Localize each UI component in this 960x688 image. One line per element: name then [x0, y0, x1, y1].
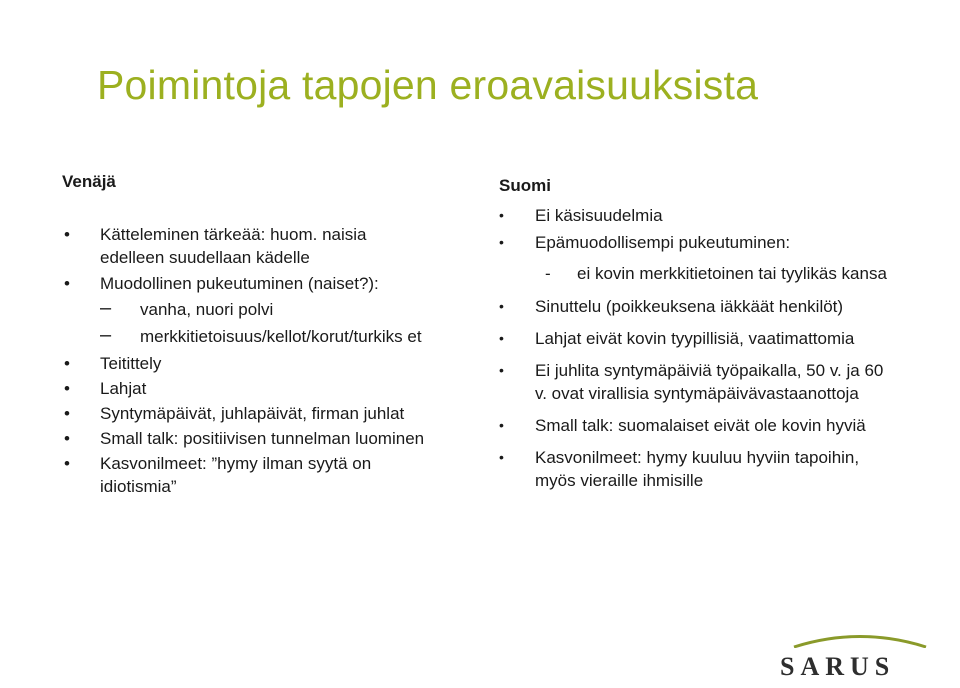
list-item: • Lahjat — [64, 379, 147, 398]
list-item: • Ei käsisuudelmia — [499, 206, 663, 225]
hyphen-icon: - — [545, 264, 551, 283]
list-item: • Lahjat eivät kovin tyypillisiä, vaatimattomia — [499, 329, 855, 348]
list-subitem: – merkkitietoisuus/kellot/korut/turkiks et — [100, 324, 422, 346]
bullet-icon: • — [64, 225, 70, 244]
bullet-icon: • — [64, 274, 70, 293]
list-item: • Kätteleminen tärkeää: huom. naisia edelleen suudellaan kädelle — [64, 225, 367, 267]
bullet-icon: • — [64, 429, 70, 448]
list-item: • Epämuodollisempi pukeutuminen: — [499, 233, 791, 252]
list-item: • Small talk: suomalaiset eivät ole kovin hyviä — [499, 416, 866, 435]
bullet-icon: • — [64, 379, 70, 398]
bullet-icon: • — [499, 362, 504, 378]
column-russia — [62, 172, 434, 498]
bullet-icon: • — [499, 298, 504, 314]
list-item: • Muodollinen pukeutuminen (naiset?): — [64, 274, 379, 293]
bullet-icon: • — [64, 404, 70, 423]
bullet-icon: • — [499, 330, 504, 346]
list-item: • Sinuttelu (poikkeuksena iäkkäät henkilöt) — [499, 297, 844, 316]
column-heading-russia: Venäjä — [62, 172, 116, 191]
logo-text: SARUS — [780, 652, 896, 681]
page-title: Poimintoja tapojen eroavaisuuksista — [97, 62, 759, 108]
dash-icon: – — [100, 324, 112, 346]
list-item: • Syntymäpäivät, juhlapäivät, firman juhlat — [64, 404, 405, 423]
russia-list — [62, 223, 434, 498]
logo-arc-icon — [790, 632, 930, 648]
column-heading-finland: Suomi — [499, 176, 551, 195]
bullet-icon: • — [64, 354, 70, 373]
list-item: • Kasvonilmeet: ”hymy ilman syytä on idiotismia” — [64, 454, 372, 496]
list-subitem: - ei kovin merkkitietoinen tai tyylikäs kansa — [545, 264, 887, 283]
list-item: • Small talk: positiivisen tunnelman luominen — [64, 429, 425, 448]
sarus-logo — [780, 632, 932, 682]
bullet-icon: • — [499, 234, 504, 250]
list-item: • Teitittely — [64, 354, 162, 373]
finland-list — [499, 204, 899, 492]
bullet-icon: • — [499, 449, 504, 465]
column-finland — [499, 176, 899, 492]
bullet-icon: • — [64, 454, 70, 473]
dash-icon: – — [100, 297, 112, 319]
bullet-icon: • — [499, 207, 504, 223]
bullet-icon: • — [499, 417, 504, 433]
list-subitem: – vanha, nuori polvi — [100, 297, 274, 319]
list-item: • Kasvonilmeet: hymy kuuluu hyviin tapoihin, myös vieraille ihmisille — [499, 448, 860, 490]
list-item: • Ei juhlita syntymäpäiviä työpaikalla, 50 v. ja 60 v. ovat virallisia syntymäpäivävastaanottoja — [499, 361, 884, 403]
